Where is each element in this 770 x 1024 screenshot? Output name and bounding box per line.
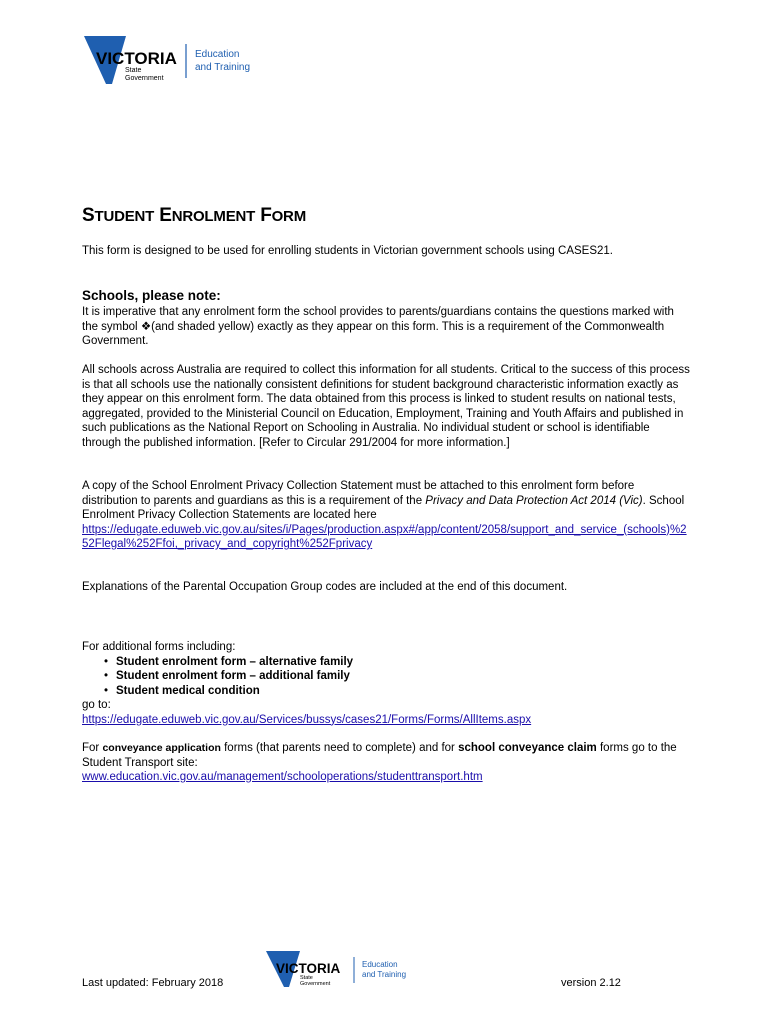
schools-note-para1: It is imperative that any enrolment form the school provides to parents/guardians contains the questions marked with the symbol ❖(and shaded yellow) exactly as they appear on this form. This is a requirement of the Commonwealth Government. [82,306,674,347]
privacy-act-name: Privacy and Data Protection Act 2014 (Vic) [425,494,643,507]
logo-sub1: State [125,67,142,74]
intro-text: This form is designed to be used for enrolling students in Victorian government schools using CASES21. [82,245,613,257]
occupation-note: Explanations of the Parental Occupation Group codes are included at the end of this document. [82,581,568,593]
svg-text:Education: Education [362,960,398,969]
footer-logo [264,949,424,989]
svg-text:VICTORIA: VICTORIA [276,961,341,976]
cases21-forms-link[interactable]: https://edugate.eduweb.vic.gov.au/Services/bussys/cases21/Forms/Forms/AllItems.aspx [82,713,532,726]
privacy-paragraph: A copy of the School Enrolment Privacy Collection Statement must be attached to this enrolment form before distribution to parents and guardians as this is a requirement of the Privacy and Data Protection Act 2014 (Vic). School Enrolment Privacy Collection Statements are located here https://edugate.eduweb.vic.gov.au/sites/i/Pages/production.aspx#/app/content/2058/support_and_service_(schools)%252Flegal%252Ffoi,_privacy_and_copyright%252Fprivacy [82,480,687,550]
last-updated: Last updated: February 2018 [82,977,224,989]
logo-sub2: Government [125,75,164,82]
additional-forms-section [82,640,690,727]
version-label: version 2.12 [561,977,621,989]
logo-brand: VICTORIA [96,49,177,68]
additional-forms-intro: For additional forms including: [82,641,236,653]
schools-note-para2: All schools across Australia are required to collect this information for all students. Critical to the success of this process is that all schools use the nationally consistent definitions for student background characteristic information exactly as they appear on this enrolment form. The data obtained from this process is linked to student results on national tests, aggregated, provided to the Ministerial Council on Education, Employment, Training and Youth Affairs and published in such publications as the National Report on Schooling in Australia. No individual student or school is identifiable through the published information. [Refer to Circular 291/2004 for more information.] [82,364,690,449]
page-title: STUDENT ENROLMENT FORM [82,205,306,226]
schools-note-heading: Schools, please note: [82,288,221,303]
header-logo [82,34,272,86]
goto-label: go to: [82,699,111,711]
victoria-state-government-logo [82,34,272,86]
conveyance-paragraph: For conveyance application forms (that parents need to complete) and for school conveyance claim forms go to the Student Transport site: www.education.vic.gov.au/management/schooloperations/studenttransport.htm [82,742,677,783]
svg-text:State: State [300,975,313,981]
svg-text:and Training: and Training [362,970,407,979]
privacy-statement-link[interactable]: https://edugate.eduweb.vic.gov.au/sites/i/Pages/production.aspx#/app/content/2058/support_and_service_(schools)%252Flegal%252Ffoi,_privacy_and_copyright%252Fprivacy [82,523,687,550]
additional-forms-list [82,655,690,699]
list-item: • Student enrolment form – alternative family [104,655,354,668]
required-symbol-icon: ❖ [140,320,152,333]
victoria-state-government-logo [264,949,424,989]
svg-text:Government: Government [300,981,331,987]
logo-dept2: and Training [195,62,251,73]
list-item: • Student enrolment form – additional family [104,670,350,682]
logo-dept1: Education [195,49,240,60]
student-transport-link[interactable]: www.education.vic.gov.au/management/schooloperations/studenttransport.htm [82,771,483,783]
list-item: • Student medical condition [104,684,260,697]
